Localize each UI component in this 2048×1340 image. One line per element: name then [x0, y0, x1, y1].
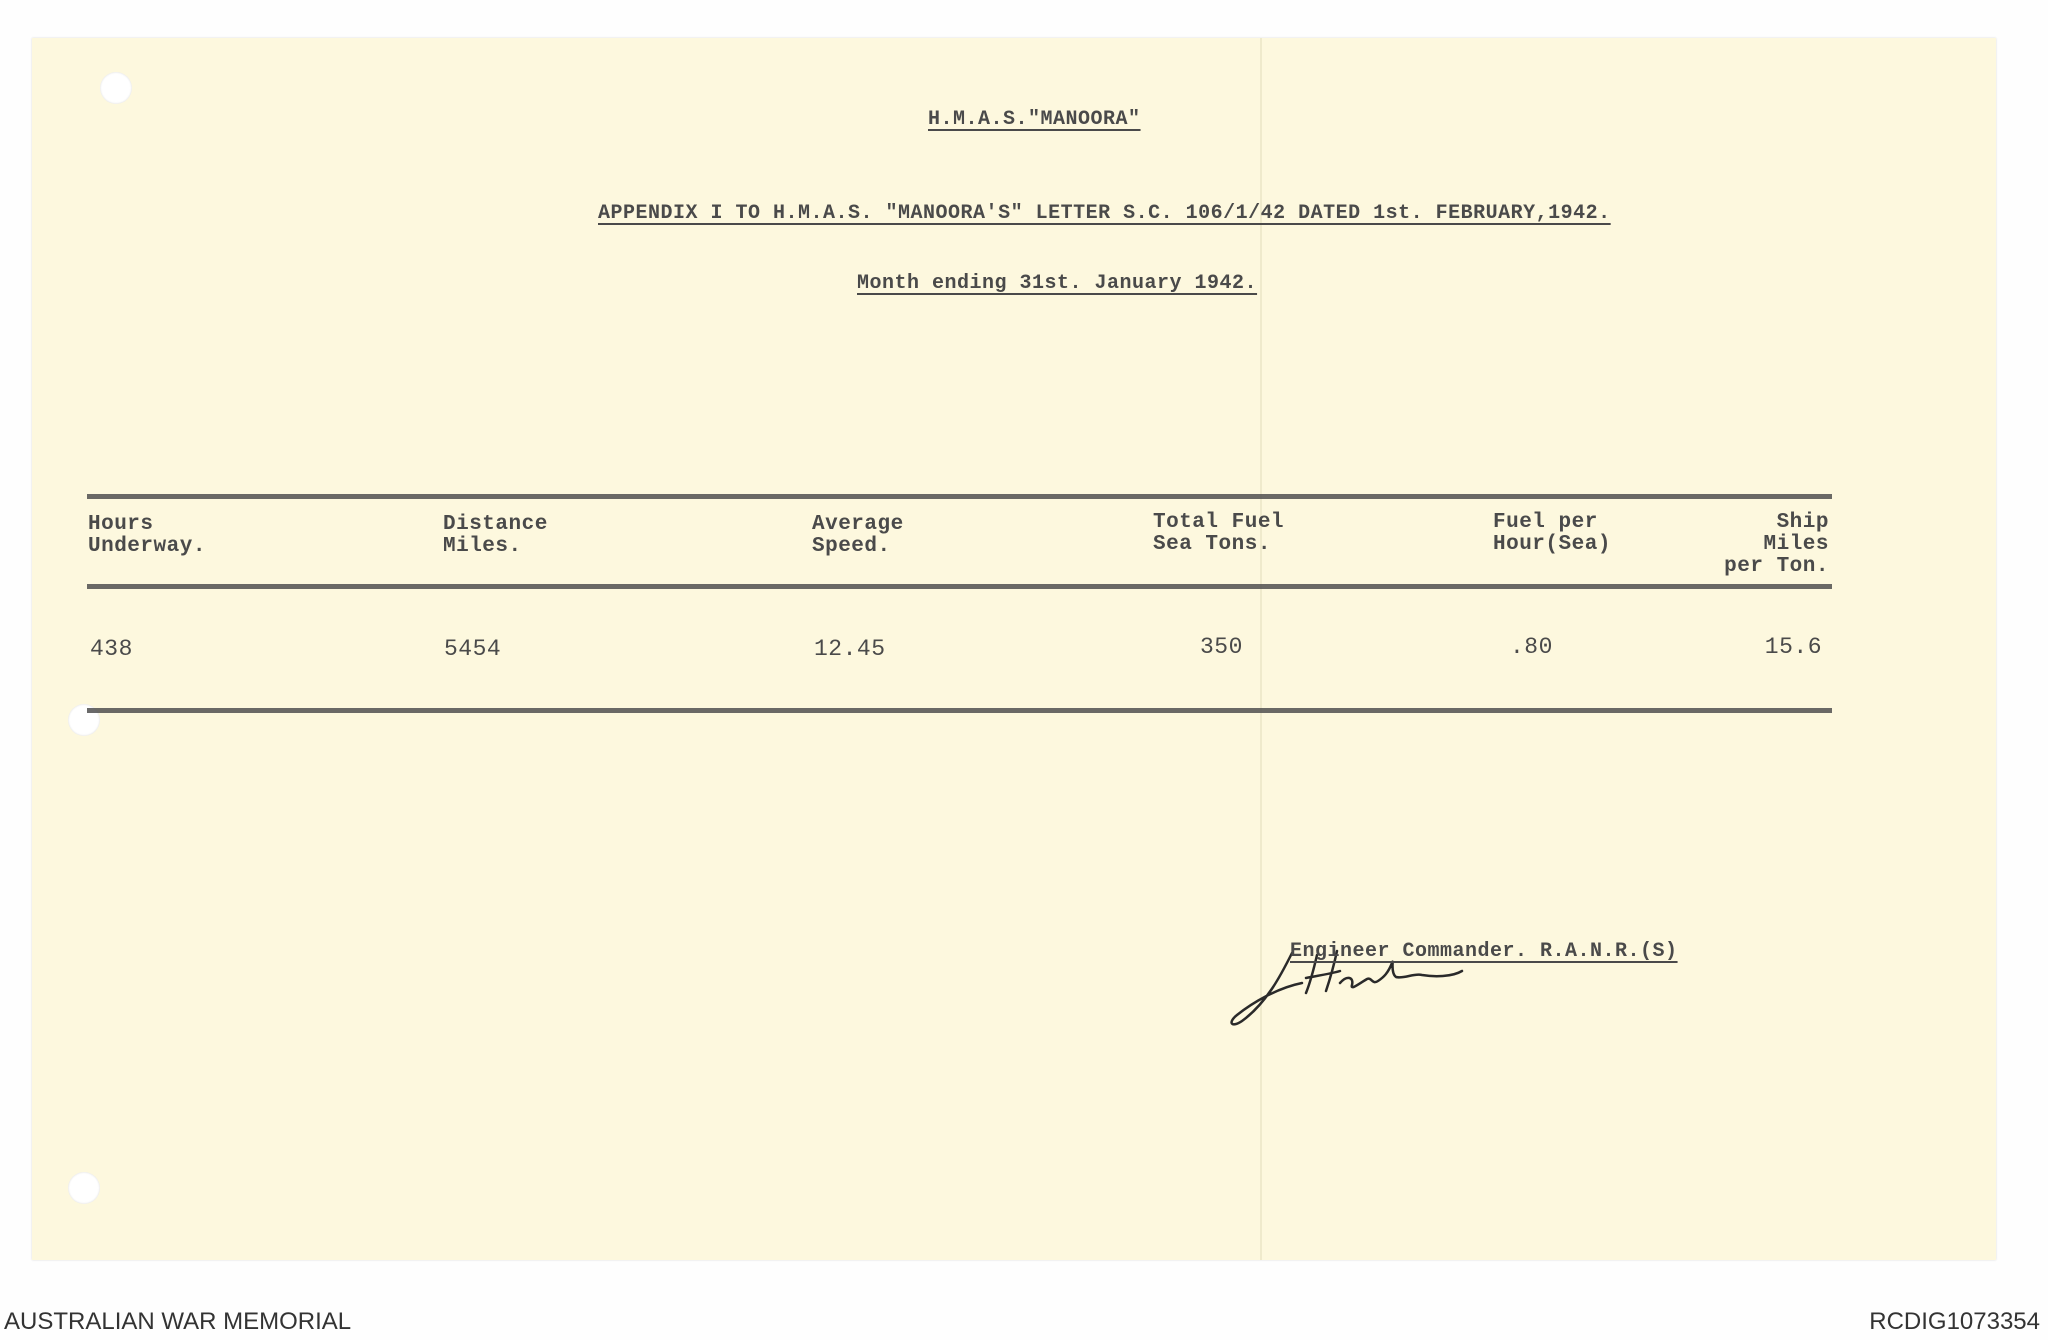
- punch-hole: [100, 72, 132, 104]
- table-header-rule: [87, 584, 1832, 589]
- cell-distance-miles: 5454: [444, 636, 502, 662]
- cell-average-speed: 12.45: [814, 636, 886, 662]
- table-top-rule: [87, 494, 1832, 499]
- column-header-speed: Average Speed.: [812, 513, 904, 558]
- appendix-title: APPENDIX I TO H.M.A.S. "MANOORA'S" LETTER S.C. 106/1/42 DATED 1st. FEBRUARY,1942.: [598, 202, 1611, 225]
- column-header-total-fuel: Total Fuel Sea Tons.: [1153, 511, 1285, 556]
- cell-ship-miles-per-ton: 15.6: [1764, 634, 1822, 660]
- cell-hours-underway: 438: [90, 636, 133, 662]
- column-header-hours: Hours Underway.: [88, 513, 206, 558]
- period-label: Month ending 31st. January 1942.: [857, 272, 1258, 295]
- ship-heading: H.M.A.S."MANOORA": [928, 108, 1141, 131]
- column-header-ship-miles: Ship Miles per Ton.: [1724, 511, 1829, 578]
- column-header-fuel-per-hour: Fuel per Hour(Sea): [1493, 511, 1611, 556]
- punch-hole: [68, 1172, 100, 1204]
- cell-total-fuel: 350: [1200, 634, 1243, 660]
- document-sheet: [32, 38, 1996, 1260]
- table-bottom-rule: [87, 708, 1832, 713]
- column-header-distance: Distance Miles.: [443, 513, 548, 558]
- signatory-title: Engineer Commander. R.A.N.R.(S): [1290, 940, 1678, 963]
- cell-fuel-per-hour: .80: [1510, 634, 1553, 660]
- archive-credit-label: AUSTRALIAN WAR MEMORIAL: [4, 1308, 352, 1335]
- archive-reference-code: RCDIG1073354: [1869, 1308, 2040, 1335]
